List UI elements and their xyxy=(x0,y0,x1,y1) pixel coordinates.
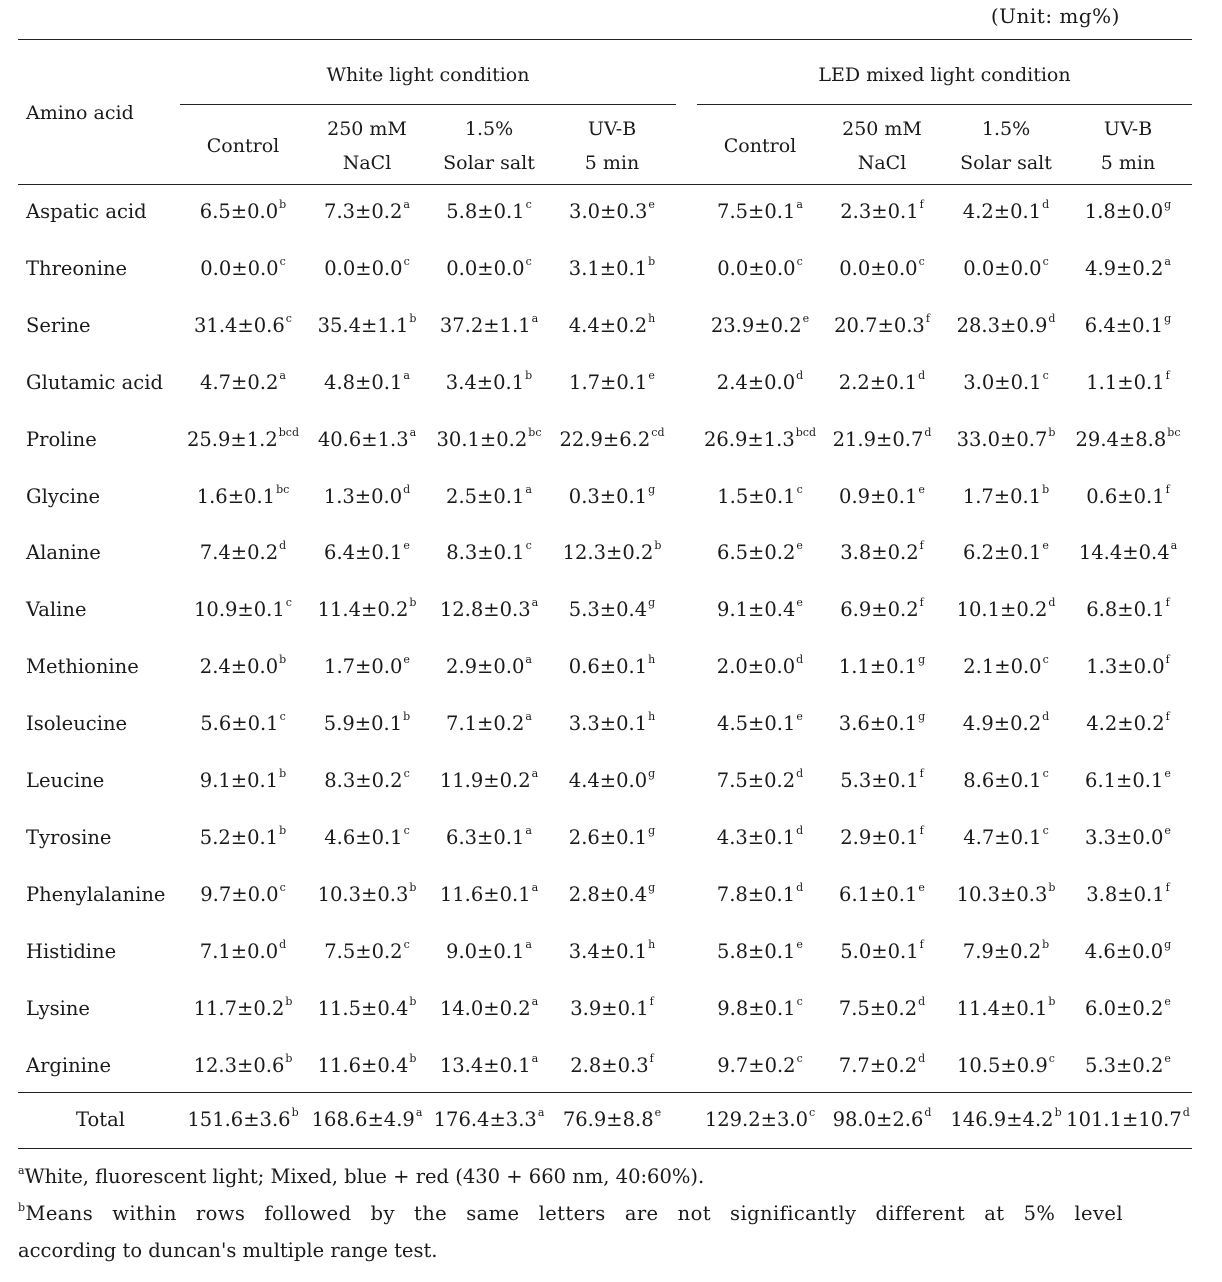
total-cell: 101.1±10.7$^d$ xyxy=(1066,1105,1190,1131)
value-cell: 14.0±0.2$^a$ xyxy=(439,994,539,1020)
white-light-header: White light condition xyxy=(326,64,530,86)
value-cell: 3.9±0.1$^f$ xyxy=(570,994,654,1020)
column-header-line1: 250 mM xyxy=(327,118,407,140)
value-cell: 1.3±0.0$^d$ xyxy=(323,482,411,508)
value-cell: 3.3±0.1$^h$ xyxy=(568,709,656,735)
amino-acid-name: Methionine xyxy=(26,655,139,678)
total-label: Total xyxy=(76,1108,125,1131)
value-cell: 3.0±0.3$^e$ xyxy=(569,197,655,223)
value-cell: 7.9±0.2$^b$ xyxy=(962,937,1050,963)
value-cell: 7.3±0.2$^a$ xyxy=(324,197,410,223)
value-cell: 7.4±0.2$^d$ xyxy=(199,538,287,564)
value-cell: 33.0±0.7$^b$ xyxy=(956,425,1056,451)
value-cell: 1.1±0.1$^f$ xyxy=(1086,368,1170,394)
value-cell: 5.2±0.1$^b$ xyxy=(199,823,287,849)
value-cell: 3.3±0.0$^e$ xyxy=(1085,823,1171,849)
value-cell: 9.7±0.2$^c$ xyxy=(717,1051,803,1077)
value-cell: 9.8±0.1$^c$ xyxy=(717,994,803,1020)
value-cell: 9.1±0.1$^b$ xyxy=(199,766,287,792)
value-cell: 5.3±0.4$^g$ xyxy=(568,595,656,621)
value-cell: 7.5±0.2$^d$ xyxy=(716,766,804,792)
value-cell: 2.1±0.0$^c$ xyxy=(963,652,1049,678)
table-bottom-rule xyxy=(18,1148,1192,1149)
value-cell: 4.2±0.1$^d$ xyxy=(962,197,1050,223)
value-cell: 5.0±0.1$^f$ xyxy=(840,937,924,963)
value-cell: 5.9±0.1$^b$ xyxy=(323,709,411,735)
value-cell: 23.9±0.2$^e$ xyxy=(710,311,810,337)
value-cell: 6.9±0.2$^f$ xyxy=(840,595,924,621)
value-cell: 12.3±0.6$^b$ xyxy=(193,1051,293,1077)
value-cell: 12.3±0.2$^b$ xyxy=(562,538,662,564)
value-cell: 3.6±0.1$^g$ xyxy=(838,709,926,735)
value-cell: 7.5±0.1$^a$ xyxy=(717,197,803,223)
column-header-line1: 250 mM xyxy=(842,118,922,140)
value-cell: 0.0±0.0$^c$ xyxy=(839,254,925,280)
total-cell: 176.4±3.3$^a$ xyxy=(433,1105,545,1131)
value-cell: 0.6±0.1$^f$ xyxy=(1086,482,1170,508)
amino-acid-name: Leucine xyxy=(26,769,105,792)
value-cell: 29.4±8.8$^{bc}$ xyxy=(1075,425,1181,451)
footnote-a xyxy=(18,1165,704,1188)
value-cell: 0.0±0.0$^c$ xyxy=(324,254,410,280)
value-cell: 10.5±0.9$^c$ xyxy=(957,1051,1055,1077)
value-cell: 2.3±0.1$^f$ xyxy=(840,197,924,223)
amino-acid-name: Threonine xyxy=(26,257,128,280)
column-header-1: Control xyxy=(206,135,280,157)
column-header-7 xyxy=(946,112,1066,180)
value-cell: 6.2±0.1$^e$ xyxy=(963,538,1049,564)
value-cell: 1.6±0.1$^{bc}$ xyxy=(196,482,290,508)
group2-rule xyxy=(697,104,1192,105)
value-cell: 7.5±0.2$^c$ xyxy=(324,937,410,963)
value-cell: 5.3±0.2$^e$ xyxy=(1085,1051,1171,1077)
value-cell: 35.4±1.1$^b$ xyxy=(317,311,417,337)
column-header-line2: NaCl xyxy=(342,152,392,174)
value-cell: 6.0±0.2$^e$ xyxy=(1085,994,1171,1020)
value-cell: 37.2±1.1$^a$ xyxy=(439,311,539,337)
footnote-b-line2: according to duncan's multiple range test. xyxy=(18,1239,438,1262)
value-cell: 10.1±0.2$^d$ xyxy=(956,595,1056,621)
amino-acid-name: Lysine xyxy=(26,997,90,1020)
value-cell: 6.5±0.2$^e$ xyxy=(717,538,803,564)
amino-acid-name: Tyrosine xyxy=(26,826,112,849)
value-cell: 3.8±0.1$^f$ xyxy=(1086,880,1170,906)
value-cell: 4.8±0.1$^a$ xyxy=(324,368,410,394)
value-cell: 13.4±0.1$^a$ xyxy=(439,1051,539,1077)
amino-acid-name: Glutamic acid xyxy=(26,371,163,394)
value-cell: 11.5±0.4$^b$ xyxy=(317,994,417,1020)
value-cell: 7.8±0.1$^d$ xyxy=(716,880,804,906)
column-header-line2: 5 min xyxy=(584,152,640,174)
value-cell: 1.7±0.1$^e$ xyxy=(569,368,655,394)
value-cell: 0.0±0.0$^c$ xyxy=(200,254,286,280)
value-cell: 1.8±0.0$^g$ xyxy=(1084,197,1172,223)
value-cell: 4.3±0.1$^d$ xyxy=(716,823,804,849)
value-cell: 40.6±1.3$^a$ xyxy=(317,425,417,451)
value-cell: 0.0±0.0$^c$ xyxy=(963,254,1049,280)
column-header-4 xyxy=(552,112,672,180)
value-cell: 8.3±0.2$^c$ xyxy=(324,766,410,792)
value-cell: 2.0±0.0$^d$ xyxy=(716,652,804,678)
value-cell: 4.5±0.1$^e$ xyxy=(717,709,803,735)
value-cell: 2.8±0.3$^f$ xyxy=(570,1051,654,1077)
value-cell: 0.0±0.0$^c$ xyxy=(446,254,532,280)
amino-acid-name: Isoleucine xyxy=(26,712,128,735)
value-cell: 4.4±0.0$^g$ xyxy=(568,766,656,792)
value-cell: 2.8±0.4$^g$ xyxy=(568,880,656,906)
amino-acid-name: Arginine xyxy=(26,1054,112,1077)
value-cell: 7.1±0.2$^a$ xyxy=(446,709,532,735)
value-cell: 1.3±0.0$^f$ xyxy=(1086,652,1170,678)
group1-rule xyxy=(180,104,676,105)
footnote-b-mark: b xyxy=(18,1200,26,1214)
footnote-b-text: Means within rows followed by the same letters are not significantly different at 5% level xyxy=(25,1202,1123,1225)
column-header-line1: UV-B xyxy=(1103,118,1153,140)
value-cell: 5.6±0.1$^c$ xyxy=(200,709,286,735)
value-cell: 14.4±0.4$^a$ xyxy=(1078,538,1178,564)
value-cell: 3.1±0.1$^b$ xyxy=(568,254,656,280)
column-header-line1: 1.5% xyxy=(464,118,514,140)
value-cell: 2.4±0.0$^d$ xyxy=(716,368,804,394)
value-cell: 1.1±0.1$^g$ xyxy=(838,652,926,678)
value-cell: 2.9±0.0$^a$ xyxy=(446,652,532,678)
value-cell: 8.6±0.1$^c$ xyxy=(963,766,1049,792)
value-cell: 4.6±0.0$^g$ xyxy=(1084,937,1172,963)
column-header-3 xyxy=(429,112,549,180)
column-header-line1: 1.5% xyxy=(981,118,1031,140)
value-cell: 11.4±0.2$^b$ xyxy=(317,595,417,621)
value-cell: 5.8±0.1$^e$ xyxy=(717,937,803,963)
value-cell: 11.7±0.2$^b$ xyxy=(193,994,293,1020)
value-cell: 5.3±0.1$^f$ xyxy=(840,766,924,792)
value-cell: 2.4±0.0$^b$ xyxy=(199,652,287,678)
value-cell: 4.9±0.2$^d$ xyxy=(962,709,1050,735)
value-cell: 7.5±0.2$^d$ xyxy=(838,994,926,1020)
header-bottom-rule xyxy=(18,184,1192,185)
value-cell: 4.9±0.2$^a$ xyxy=(1085,254,1171,280)
amino-acid-name: Glycine xyxy=(26,485,101,508)
value-cell: 4.4±0.2$^h$ xyxy=(568,311,656,337)
value-cell: 4.7±0.2$^a$ xyxy=(200,368,286,394)
column-header-6 xyxy=(822,112,942,180)
value-cell: 6.4±0.1$^g$ xyxy=(1084,311,1172,337)
value-cell: 12.8±0.3$^a$ xyxy=(439,595,539,621)
value-cell: 22.9±6.2$^{cd}$ xyxy=(559,425,665,451)
footnote-a-text: White, fluorescent light; Mixed, blue + red (430 + 660 nm, 40:60%). xyxy=(24,1165,705,1188)
value-cell: 1.7±0.0$^e$ xyxy=(324,652,410,678)
total-cell: 76.9±8.8$^e$ xyxy=(562,1105,662,1131)
value-cell: 0.0±0.0$^c$ xyxy=(717,254,803,280)
value-cell: 0.6±0.1$^h$ xyxy=(568,652,656,678)
value-cell: 6.8±0.1$^f$ xyxy=(1086,595,1170,621)
amino-acid-name: Proline xyxy=(26,428,97,451)
value-cell: 10.3±0.3$^b$ xyxy=(317,880,417,906)
column-header-line2: Solar salt xyxy=(960,152,1052,174)
amino-acid-name: Serine xyxy=(26,314,91,337)
amino-acid-name: Histidine xyxy=(26,940,117,963)
amino-acid-header: Amino acid xyxy=(26,102,134,124)
value-cell: 11.9±0.2$^a$ xyxy=(439,766,539,792)
footnote-a-mark: a xyxy=(18,1163,25,1177)
value-cell: 21.9±0.7$^d$ xyxy=(832,425,932,451)
value-cell: 2.6±0.1$^g$ xyxy=(568,823,656,849)
footnote-b-line1 xyxy=(18,1202,1123,1225)
value-cell: 25.9±1.2$^{bcd}$ xyxy=(186,425,300,451)
column-header-8 xyxy=(1068,112,1188,180)
total-cell: 168.6±4.9$^a$ xyxy=(311,1105,423,1131)
value-cell: 3.8±0.2$^f$ xyxy=(840,538,924,564)
value-cell: 6.4±0.1$^e$ xyxy=(324,538,410,564)
value-cell: 9.0±0.1$^a$ xyxy=(446,937,532,963)
column-header-line2: Solar salt xyxy=(443,152,535,174)
total-cell: 98.0±2.6$^d$ xyxy=(832,1105,932,1131)
column-header-line2: NaCl xyxy=(857,152,907,174)
value-cell: 1.7±0.1$^b$ xyxy=(962,482,1050,508)
value-cell: 31.4±0.6$^c$ xyxy=(194,311,292,337)
unit-label: (Unit: mg%) xyxy=(990,4,1120,28)
value-cell: 9.7±0.0$^c$ xyxy=(200,880,286,906)
value-cell: 3.0±0.1$^c$ xyxy=(963,368,1049,394)
total-top-rule xyxy=(18,1092,1192,1093)
table-top-rule xyxy=(18,39,1192,40)
value-cell: 11.6±0.4$^b$ xyxy=(317,1051,417,1077)
value-cell: 0.9±0.1$^e$ xyxy=(839,482,925,508)
value-cell: 11.6±0.1$^a$ xyxy=(439,880,539,906)
total-cell: 146.9±4.2$^b$ xyxy=(950,1105,1062,1131)
column-header-2 xyxy=(307,112,427,180)
value-cell: 9.1±0.4$^e$ xyxy=(717,595,803,621)
column-header-5: Control xyxy=(723,135,797,157)
value-cell: 20.7±0.3$^f$ xyxy=(834,311,930,337)
total-cell: 151.6±3.6$^b$ xyxy=(187,1105,299,1131)
value-cell: 6.1±0.1$^e$ xyxy=(839,880,925,906)
value-cell: 0.3±0.1$^g$ xyxy=(568,482,656,508)
value-cell: 3.4±0.1$^h$ xyxy=(568,937,656,963)
value-cell: 2.9±0.1$^f$ xyxy=(840,823,924,849)
amino-acid-name: Aspatic acid xyxy=(26,200,147,223)
value-cell: 4.2±0.2$^f$ xyxy=(1086,709,1170,735)
value-cell: 30.1±0.2$^{bc}$ xyxy=(436,425,542,451)
led-light-header: LED mixed light condition xyxy=(818,64,1071,86)
column-header-line1: UV-B xyxy=(587,118,637,140)
value-cell: 11.4±0.1$^b$ xyxy=(956,994,1056,1020)
value-cell: 4.6±0.1$^c$ xyxy=(324,823,410,849)
value-cell: 26.9±1.3$^{bcd}$ xyxy=(703,425,817,451)
value-cell: 2.2±0.1$^d$ xyxy=(838,368,926,394)
value-cell: 2.5±0.1$^a$ xyxy=(446,482,532,508)
value-cell: 7.1±0.0$^d$ xyxy=(199,937,287,963)
value-cell: 6.3±0.1$^a$ xyxy=(446,823,532,849)
amino-acid-name: Phenylalanine xyxy=(26,883,166,906)
value-cell: 6.5±0.0$^b$ xyxy=(199,197,287,223)
amino-acid-name: Alanine xyxy=(26,541,101,564)
value-cell: 4.7±0.1$^c$ xyxy=(963,823,1049,849)
value-cell: 10.3±0.3$^b$ xyxy=(956,880,1056,906)
value-cell: 5.8±0.1$^c$ xyxy=(446,197,532,223)
total-cell: 129.2±3.0$^c$ xyxy=(704,1105,816,1131)
value-cell: 10.9±0.1$^c$ xyxy=(194,595,292,621)
value-cell: 3.4±0.1$^b$ xyxy=(445,368,533,394)
value-cell: 1.5±0.1$^c$ xyxy=(717,482,803,508)
amino-acid-name: Valine xyxy=(26,598,87,621)
value-cell: 6.1±0.1$^e$ xyxy=(1085,766,1171,792)
value-cell: 8.3±0.1$^c$ xyxy=(446,538,532,564)
value-cell: 28.3±0.9$^d$ xyxy=(956,311,1056,337)
value-cell: 7.7±0.2$^d$ xyxy=(838,1051,926,1077)
column-header-line2: 5 min xyxy=(1100,152,1156,174)
